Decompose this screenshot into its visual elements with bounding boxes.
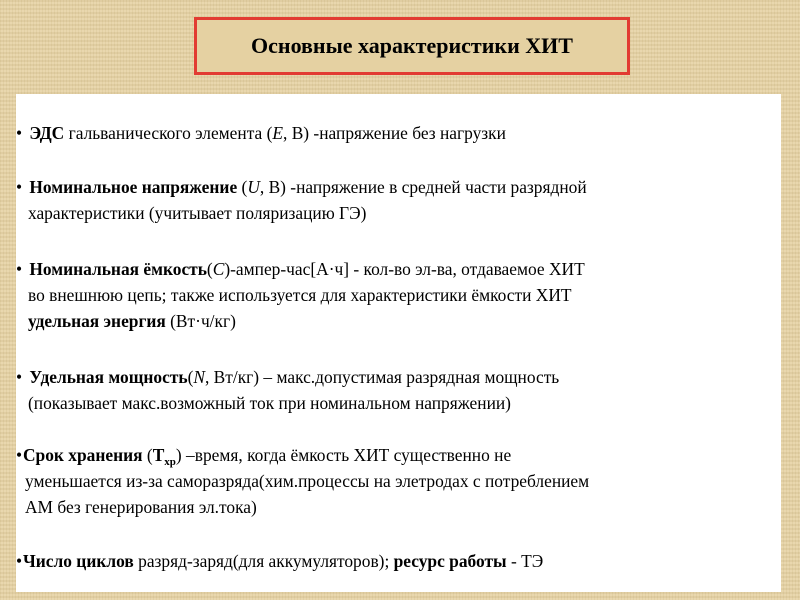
symbol-t: Т: [152, 445, 165, 465]
symbol-c: C: [212, 259, 225, 279]
list-item-nominal-voltage: • Номинальное напряжение (U, В) -напряжение в средней части разрядной характеристики (учитывает поляризацию ГЭ): [16, 174, 776, 226]
symbol-u: U: [247, 177, 260, 197]
bullet: •: [16, 259, 23, 279]
item-continuation: АМ без генерирования эл.тока): [25, 497, 257, 517]
list-item-emf: • ЭДС гальванического элемента (E, В) -напряжение без нагрузки: [16, 120, 776, 146]
term-nominal-capacity: Номинальная ёмкость: [29, 259, 207, 279]
item-continuation: характеристики (учитывает поляризацию ГЭ): [28, 203, 367, 223]
bullet: •: [16, 367, 23, 387]
symbol-e: E: [272, 123, 283, 143]
bullet: •: [16, 177, 23, 197]
bullet: •: [16, 445, 23, 465]
list-item-specific-power: • Удельная мощность(N, Вт/кг) – макс.допустимая разрядная мощность (показывает макс.возможный ток при номинальном напряжении): [16, 364, 776, 416]
list-item-shelf-life: •Срок хранения $(Т_{хр})$ –время, когда ёмкость ХИТ существенно не уменьшается из-за саморазряда(хим.процессы на элетродах с потреблением АМ без генерирования эл.тока): [16, 442, 776, 520]
term-shelf-life: Срок хранения: [23, 445, 143, 465]
term-nominal-voltage: Номинальное напряжение: [29, 177, 238, 197]
list-item-cycle-count: •Число циклов разряд-заряд(для аккумуляторов); ресурс работы - ТЭ: [16, 548, 776, 574]
symbol-n: N: [193, 367, 205, 387]
page-title: Основные характеристики ХИТ: [251, 33, 573, 58]
subscript-xr: хр: [164, 456, 176, 468]
title-box: [194, 17, 630, 75]
item-continuation: уменьшается из-за саморазряда(хим.процессы на элетродах с потреблением: [25, 471, 590, 491]
item-continuation: во внешнюю цепь; также используется для характеристики ёмкости ХИТ: [28, 285, 572, 305]
bullet: •: [16, 551, 23, 571]
term-emf: ЭДС: [29, 123, 65, 143]
term-cycle-count: Число циклов: [23, 551, 134, 571]
content-panel: [16, 94, 781, 592]
term-specific-power: Удельная мощность: [29, 367, 188, 387]
list-item-nominal-capacity: • Номинальная ёмкость(C)-ампер-час[А·ч] - кол-во эл-ва, отдаваемое ХИТ во внешнюю цепь; также используется для характеристики ёмкости ХИТ удельная энергия (Вт·ч/кг): [16, 256, 776, 334]
item-continuation: (показывает макс.возможный ток при номинальном напряжении): [28, 393, 511, 413]
term-service-life: ресурс работы: [393, 551, 507, 571]
bullet: •: [16, 123, 23, 143]
term-specific-energy: удельная энергия: [28, 311, 166, 331]
